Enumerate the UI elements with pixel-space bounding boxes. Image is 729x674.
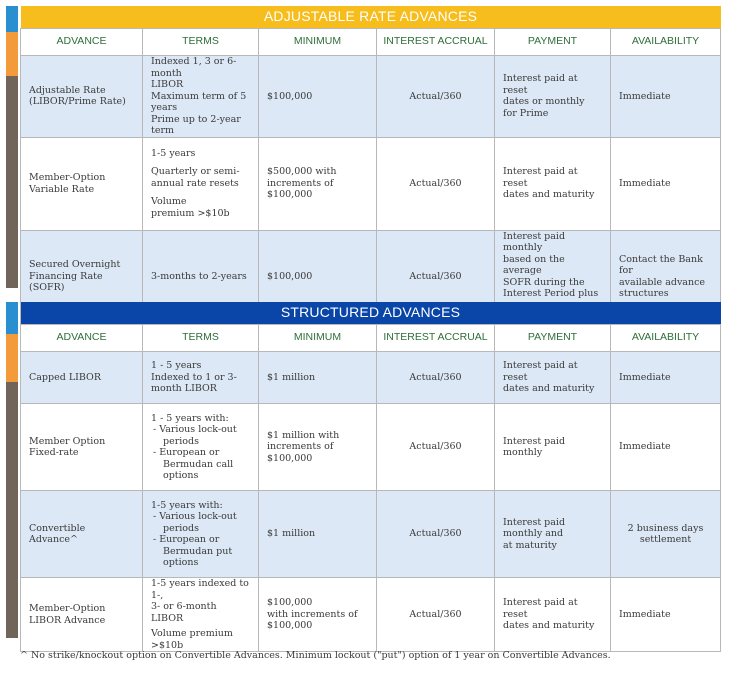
payment-cell: Interest paid monthly and at maturity	[495, 491, 611, 578]
terms-cell: 1-5 years Quarterly or semi- annual rate resets Volume premium >$10b	[143, 137, 259, 230]
col-header-advance: ADVANCE	[21, 29, 143, 56]
minimum-cell: $500,000 with increments of $100,000	[259, 137, 377, 230]
accrual-cell: Actual/360	[377, 56, 495, 138]
accent-bar-gray	[6, 76, 18, 288]
footnote: ^ No strike/knockout option on Convertible Advances. Minimum lockout ("put") option of 1 year on Convertible Advances.	[20, 650, 611, 661]
accrual-cell: Actual/360	[377, 137, 495, 230]
availability-cell: 2 business days settlement	[611, 491, 721, 578]
col-header-terms: TERMS	[143, 29, 259, 56]
col-header-payment: PAYMENT	[495, 29, 611, 56]
accrual-cell: Actual/360	[377, 404, 495, 491]
advance-cell: Adjustable Rate (LIBOR/Prime Rate)	[21, 56, 143, 138]
minimum-cell: $100,000	[259, 56, 377, 138]
payment-cell: Interest paid at reset dates and maturity	[495, 137, 611, 230]
terms-cell: Indexed 1, 3 or 6-month LIBOR Maximum term of 5 years Prime up to 2-year term	[143, 56, 259, 138]
terms-cell: 3-months to 2-years	[143, 230, 259, 323]
advance-cell: Member-Option Variable Rate	[21, 137, 143, 230]
structured-table	[20, 302, 721, 652]
advance-cell: Secured Overnight Financing Rate (SOFR)	[21, 230, 143, 323]
table-row	[21, 137, 721, 230]
payment-cell: Interest paid at reset dates or monthly for Prime	[495, 56, 611, 138]
col-header-availability: AVAILABILITY	[611, 29, 721, 56]
accrual-cell: Actual/360	[377, 230, 495, 323]
table-row	[21, 404, 721, 491]
structured-title: STRUCTURED ADVANCES	[21, 302, 721, 325]
minimum-cell: $1 million	[259, 352, 377, 404]
terms-cell: 1-5 years with: - Various lock-out periods - European or Bermudan put options	[143, 491, 259, 578]
table-row	[21, 352, 721, 404]
col-header-minimum: MINIMUM	[259, 325, 377, 352]
adjustable-rate-section	[6, 6, 720, 299]
adjustable-header-row	[21, 29, 721, 56]
accent-bar-gray	[6, 382, 18, 638]
accent-bar-blue	[6, 302, 18, 334]
terms-cell: 1-5 years indexed to 1-, 3- or 6-month LIBOR Volume premium >$10b	[143, 578, 259, 652]
table-row	[21, 578, 721, 652]
accent-bar-orange	[6, 32, 18, 76]
col-header-payment: PAYMENT	[495, 325, 611, 352]
terms-cell: 1 - 5 years with: - Various lock-out periods - European or Bermudan call options	[143, 404, 259, 491]
structured-header-row	[21, 325, 721, 352]
availability-cell: Immediate	[611, 404, 721, 491]
payment-cell: Interest paid monthly	[495, 404, 611, 491]
col-header-interest-accrual: INTEREST ACCRUAL	[377, 29, 495, 56]
advance-cell: Member Option Fixed-rate	[21, 404, 143, 491]
list-item: - European or Bermudan put options	[153, 534, 233, 568]
minimum-cell: $1 million with increments of $100,000	[259, 404, 377, 491]
col-header-minimum: MINIMUM	[259, 29, 377, 56]
advance-cell: Member-Option LIBOR Advance	[21, 578, 143, 652]
availability-cell: Immediate	[611, 578, 721, 652]
minimum-cell: $100,000	[259, 230, 377, 323]
payment-cell: Interest paid at reset dates and maturity	[495, 352, 611, 404]
adjustable-rate-title: ADJUSTABLE RATE ADVANCES	[21, 6, 721, 29]
availability-cell: Immediate	[611, 352, 721, 404]
accrual-cell: Actual/360	[377, 578, 495, 652]
col-header-terms: TERMS	[143, 325, 259, 352]
col-header-interest-accrual: INTEREST ACCRUAL	[377, 325, 495, 352]
col-header-availability: AVAILABILITY	[611, 325, 721, 352]
accent-bar-orange	[6, 334, 18, 382]
minimum-cell: $1 million	[259, 491, 377, 578]
adjustable-rate-table	[20, 6, 721, 324]
list-item: - Various lock-out periods	[153, 424, 237, 447]
accrual-cell: Actual/360	[377, 491, 495, 578]
table-row	[21, 491, 721, 578]
availability-cell: Immediate	[611, 137, 721, 230]
list-item: - Various lock-out periods	[153, 511, 237, 534]
advance-cell: Capped LIBOR	[21, 352, 143, 404]
accent-bar-blue	[6, 6, 18, 32]
col-header-advance: ADVANCE	[21, 325, 143, 352]
accrual-cell: Actual/360	[377, 352, 495, 404]
payment-cell: Interest paid monthly based on the average SOFR during the Interest Period plus	[495, 230, 611, 323]
terms-cell: 1 - 5 years Indexed to 1 or 3- month LIBOR	[143, 352, 259, 404]
payment-cell: Interest paid at reset dates and maturity	[495, 578, 611, 652]
table-row	[21, 56, 721, 138]
minimum-cell: $100,000 with increments of $100,000	[259, 578, 377, 652]
structured-section	[6, 302, 720, 651]
advance-cell: Convertible Advance^	[21, 491, 143, 578]
availability-cell: Immediate	[611, 56, 721, 138]
list-item: - European or Bermudan call options	[153, 447, 234, 481]
availability-cell: Contact the Bank for available advance structures	[611, 230, 721, 323]
